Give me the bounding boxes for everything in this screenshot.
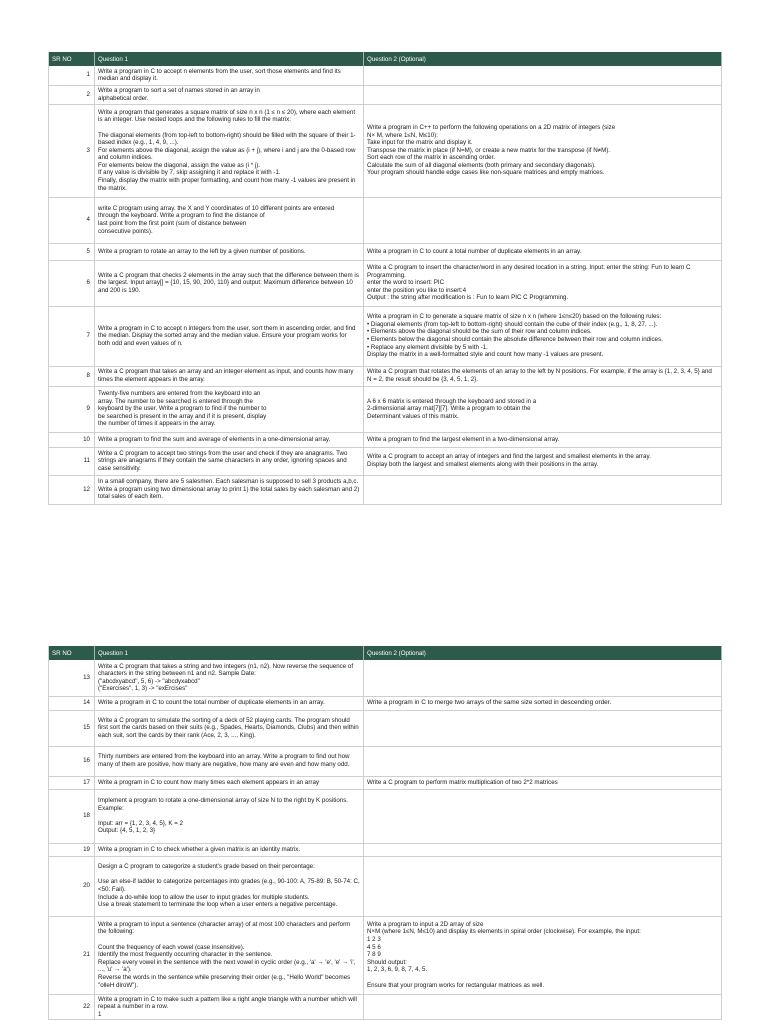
header-question-1: Question 1 bbox=[95, 646, 364, 660]
question-1-cell: Write a program in C to check whether a given matrix is an identity matrix. bbox=[95, 843, 364, 856]
question-2-cell: Write a program in C to merge two arrays of the same size sorted in descending order. bbox=[364, 696, 722, 710]
table-row bbox=[49, 432, 722, 447]
questions-table-page-1 bbox=[48, 52, 722, 505]
question-2-cell bbox=[364, 85, 722, 104]
question-1-cell: Write a C program to accept two strings from the user and check if they are anagrams. Two strings are anagrams if they contain the same characters in any order, ignoring spaces and case sensitivity. bbox=[95, 447, 364, 475]
row-number: 16 bbox=[49, 746, 95, 776]
table-row bbox=[49, 85, 722, 104]
table-header-row bbox=[49, 52, 722, 66]
header-sr-no: SR NO bbox=[49, 646, 95, 660]
question-1-cell: Write a program that generates a square matrix of size n x n (1 ≤ n ≤ 20), where each element is an integer. Use nested loops and the following rules to fill the matrix: The diagonal elements (from top-left to bottom-right) should be filled with the square of their 1-based index (e.g., 1, 4, 9, ...). For elements above the diagonal, assign the value as (i + j), where i and j are the 0-based row and column indices. For elements below the diagonal, assign the value as (i * j). If any value is divisible by 7, skip assigning it and replace it with -1. Finally, display the matrix with proper formatting, and count how many -1 values are present in the matrix. bbox=[95, 104, 364, 197]
row-number: 4 bbox=[49, 197, 95, 243]
row-number: 19 bbox=[49, 843, 95, 856]
row-number: 14 bbox=[49, 696, 95, 710]
question-1-cell: Write a C program to simulate the sorting of a deck of 52 playing cards. The program should first sort the cards based on their suits (e.g., Spades, Hearts, Diamonds, Clubs) and then within each suit, sort the cards by their rank (Ace, 2, 3, ..., King). bbox=[95, 710, 364, 746]
table-row bbox=[49, 306, 722, 366]
question-1-cell: write C program using array. the X and Y coordinates of 10 different points are entered through the keyboard. Write a program to find the distance of last point from the first point (sum of distance between consecutive points). bbox=[95, 197, 364, 243]
table-row bbox=[49, 710, 722, 746]
row-number: 15 bbox=[49, 710, 95, 746]
row-number: 11 bbox=[49, 447, 95, 475]
table-row bbox=[49, 660, 722, 696]
question-1-cell: Write a program in C to count how many times each element appears in an array bbox=[95, 776, 364, 789]
question-1-cell: Write a program to rotate an array to the left by a given number of positions. bbox=[95, 243, 364, 260]
question-2-cell: Write a program to input a 2D array of size N×M (where 1≤N, M≤10) and display its elements in spiral order (clockwise). For example, the input: 1 2 3 4 5 6 7 8 9 Should output: 1, 2, 3, 6, 9, 8, 7, 4, 5. Ensure that your program works for rectangular matrices as well. bbox=[364, 916, 722, 994]
row-number: 9 bbox=[49, 386, 95, 432]
question-2-cell: Write a C program to perform matrix multiplication of two 2*2 matrices bbox=[364, 776, 722, 789]
row-number: 20 bbox=[49, 856, 95, 916]
question-2-cell: Write a program to find the largest element in a two-dimensional array. bbox=[364, 432, 722, 447]
row-number: 13 bbox=[49, 660, 95, 696]
question-2-cell: Write a program in C to count a total number of duplicate elements in an array. bbox=[364, 243, 722, 260]
table-row bbox=[49, 916, 722, 994]
table-row bbox=[49, 475, 722, 504]
table-header-row bbox=[49, 646, 722, 660]
table-row bbox=[49, 366, 722, 386]
table-row bbox=[49, 789, 722, 843]
question-2-cell: Write a program in C to generate a square matrix of size n x n (where 1≤n≤20) based on the following rules: • Diagonal elements (from top-left to bottom-right) should contain the cube of their index (e.g., 1, 8, 27, ...). • Elements above the diagonal should be the sum of their row and column indices. • Elements below the diagonal should contain the absolute difference between their row and column indices. • Replace any element divisible by 5 with -1. Display the matrix in a well-formatted style and count how many -1 values are present. bbox=[364, 306, 722, 366]
table-row bbox=[49, 386, 722, 432]
question-2-cell: Write a C program to insert the character/word in any desired location in a string. Input: enter the string: Fun to learn C Programming. enter the word to insert: PIC enter the position you like to insert:4 Output : the string after modification is : Fun to learn PIC C Programming. bbox=[364, 260, 722, 306]
question-1-cell: Design a C program to categorize a student's grade based on their percentage: Use an else-if ladder to categorize percentages into grades (e.g., 90-100: A, 75-89: B, 50-74: C, <50: Fail). Include a do-while loop to allow the user to input grades for multiple students. Use a break statement to terminate the loop when a user enters a negative percentage. bbox=[95, 856, 364, 916]
question-2-cell bbox=[364, 843, 722, 856]
header-question-2: Question 2 (Optional) bbox=[364, 646, 722, 660]
question-2-cell bbox=[364, 856, 722, 916]
question-2-cell bbox=[364, 746, 722, 776]
question-2-cell: Write a C program to accept an array of integers and find the largest and smallest elements in the array. Display both the largest and smallest elements along with their positions in the array. bbox=[364, 447, 722, 475]
row-number: 18 bbox=[49, 789, 95, 843]
table-row bbox=[49, 696, 722, 710]
question-2-cell bbox=[364, 789, 722, 843]
question-2-cell bbox=[364, 660, 722, 696]
table-row bbox=[49, 260, 722, 306]
question-2-cell bbox=[364, 710, 722, 746]
row-number: 12 bbox=[49, 475, 95, 504]
table-row bbox=[49, 243, 722, 260]
question-1-cell: Write a C program that checks 2 elements in the array such that the difference between them is the largest. Input array[] = {10, 15, 90, 200, 110} and output: Maximum difference between 10 and 200 is 190. bbox=[95, 260, 364, 306]
table-row bbox=[49, 197, 722, 243]
row-number: 7 bbox=[49, 306, 95, 366]
table-row bbox=[49, 843, 722, 856]
question-1-cell: Write a program in C to accept n integers from the user, sort them in ascending order, and find the median. Display the sorted array and the median value. Ensure your program works for both odd and even values of n. bbox=[95, 306, 364, 366]
question-2-cell: A 6 x 6 matrix is entered through the keyboard and stored in a 2-dimensional array mat[7][7]. Write a program to obtain the Determinant values of this matrix. bbox=[364, 386, 722, 432]
row-number: 3 bbox=[49, 104, 95, 197]
table-row bbox=[49, 994, 722, 1020]
question-2-cell bbox=[364, 197, 722, 243]
question-1-cell: Write a program in C to count the total number of duplicate elements in an array. bbox=[95, 696, 364, 710]
row-number: 2 bbox=[49, 85, 95, 104]
row-number: 8 bbox=[49, 366, 95, 386]
table-row bbox=[49, 776, 722, 789]
question-1-cell: Implement a program to rotate a one-dimensional array of size N to the right by K positions. Example: Input: arr = {1, 2, 3, 4, 5}, K = 2 Output: {4, 5, 1, 2, 3} bbox=[95, 789, 364, 843]
question-1-cell: Write a program to find the sum and average of elements in a one-dimensional array. bbox=[95, 432, 364, 447]
question-2-cell bbox=[364, 994, 722, 1020]
row-number: 22 bbox=[49, 994, 95, 1020]
row-number: 10 bbox=[49, 432, 95, 447]
header-question-2: Question 2 (Optional) bbox=[364, 52, 722, 66]
question-1-cell: Twenty-five numbers are entered from the keyboard into an array. The number to be searched is entered through the keyboard by the user. Write a program to find if the number to be searched is present in the array and if it is present, display the number of times it appears in the array. bbox=[95, 386, 364, 432]
question-2-cell bbox=[364, 66, 722, 85]
questions-table-page-2 bbox=[48, 646, 722, 1020]
header-sr-no: SR NO bbox=[49, 52, 95, 66]
row-number: 17 bbox=[49, 776, 95, 789]
row-number: 6 bbox=[49, 260, 95, 306]
table-row bbox=[49, 104, 722, 197]
question-1-cell: In a small company, there are 5 salesmen. Each salesman is supposed to sell 3 products a,b,c. Write a program using two dimensional array to print 1) the total sales by each salesman and 2) total sales of each item. bbox=[95, 475, 364, 504]
table-row bbox=[49, 746, 722, 776]
header-question-1: Question 1 bbox=[95, 52, 364, 66]
question-1-cell: Write a program to sort a set of names stored in an array in alphabetical order. bbox=[95, 85, 364, 104]
question-1-cell: Thirty numbers are entered from the keyboard into an array. Write a program to find out how many of them are positive, how many are negative, how many are even and how many odd. bbox=[95, 746, 364, 776]
question-1-cell: Write a C program that takes a string and two integers (n1, n2). Now reverse the sequence of characters in the string between n1 and n2. Sample Date: ("abcdxyabcd", 5, 6) -> "abcdyxabcd" ("Exercises", 1, 3) -> "exErcises" bbox=[95, 660, 364, 696]
question-1-cell: Write a program in C to make such a pattern like a right angle triangle with a number which will repeat a number in a row. 1 bbox=[95, 994, 364, 1020]
table-row bbox=[49, 66, 722, 85]
row-number: 21 bbox=[49, 916, 95, 994]
question-1-cell: Write a C program that takes an array and an integer element as input, and counts how many times the element appears in the array. bbox=[95, 366, 364, 386]
table-row bbox=[49, 447, 722, 475]
row-number: 1 bbox=[49, 66, 95, 85]
question-2-cell bbox=[364, 475, 722, 504]
table-row bbox=[49, 856, 722, 916]
question-2-cell: Write a C program that rotates the elements of an array to the left by N positions. For example, if the array is {1, 2, 3, 4, 5} and N = 2, the result should be {3, 4, 5, 1, 2}. bbox=[364, 366, 722, 386]
question-1-cell: Write a program to input a sentence (character array) of at most 100 characters and perform the following: Count the frequency of each vowel (case insensitive). Identify the most frequently occurring character in the sentence. Replace every vowel in the sentence with the next vowel in cyclic order (e.g., 'a' → 'e', 'e' → 'i', ..., 'u' → 'a'). Reverse the words in the sentence while preserving their order (e.g., "Hello World" becomes "olleH dlroW"). bbox=[95, 916, 364, 994]
question-2-cell: Write a program in C++ to perform the following operations on a 2D matrix of integers (size N× M, where 1≤N, M≤10): Take input for the matrix and display it. Transpose the matrix in place (if N=M), or create a new matrix for the transpose (if N≠M). Sort each row of the matrix in ascending order. Calculate the sum of all diagonal elements (both primary and secondary diagonals). Your program should handle edge cases like non-square matrices and empty matrices. bbox=[364, 104, 722, 197]
row-number: 5 bbox=[49, 243, 95, 260]
question-1-cell: Write a program in C to accept n elements from the user, sort those elements and find its median and display it. bbox=[95, 66, 364, 85]
